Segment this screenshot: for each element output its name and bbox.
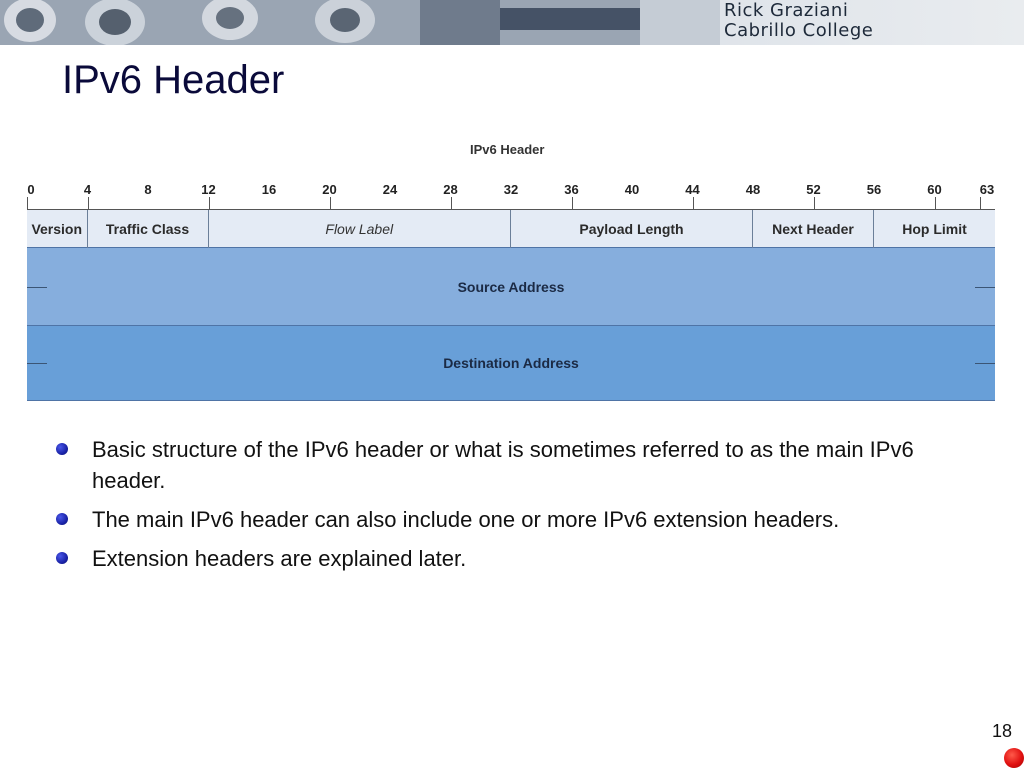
- bit-tick-mark: [814, 197, 815, 209]
- bit-tick-label: 40: [624, 182, 640, 197]
- bit-tick-mark: [330, 197, 331, 209]
- bit-tick-label: 20: [322, 182, 337, 197]
- left-dash: [27, 363, 47, 364]
- bit-tick-label: 8: [144, 182, 152, 197]
- bit-tick-label: 24: [382, 182, 398, 197]
- bullet-list: [52, 434, 952, 582]
- red-dot-icon: [1004, 748, 1024, 768]
- source-address-field: [27, 248, 995, 326]
- bit-tick-label: 28: [443, 182, 458, 197]
- header-field-traffic-class: Traffic Class: [88, 210, 209, 248]
- header-field-version: Version: [27, 210, 88, 248]
- bit-tick-mark: [88, 197, 89, 209]
- destination-address-label: Destination Address: [443, 355, 579, 371]
- source-address-label: Source Address: [457, 278, 565, 295]
- page-number: 18: [992, 721, 1013, 741]
- bit-tick-mark: [27, 197, 28, 209]
- slide-title: IPv6 Header: [62, 58, 285, 102]
- bit-tick-mark: [980, 197, 981, 209]
- bullet-dot-icon: [56, 513, 68, 525]
- header-field-hop-limit: Hop Limit: [902, 221, 967, 237]
- bit-tick-label: 63: [979, 182, 995, 197]
- header-fields-row: [27, 210, 995, 248]
- bullet-dot-icon: [56, 552, 68, 564]
- bit-tick-label: 56: [866, 182, 882, 197]
- diagram-caption: IPv6 Header: [470, 142, 545, 157]
- bit-tick-label: 0: [27, 182, 35, 197]
- destination-address-field: [27, 326, 995, 401]
- bullet-dot-icon: [56, 443, 68, 455]
- bit-tick-mark: [209, 197, 210, 209]
- bullet-text: The main IPv6 header can also include one or more IPv6 extension headers.: [92, 507, 840, 532]
- bullet-item: [52, 543, 952, 574]
- bit-tick-label: 16: [261, 182, 277, 197]
- bit-tick-label: 48: [745, 182, 761, 197]
- bit-tick-label: 36: [564, 182, 579, 197]
- bullet-text: Basic structure of the IPv6 header or what is sometimes referred to as the main IPv6 header.: [92, 437, 914, 493]
- bit-tick-mark: [693, 197, 694, 209]
- right-dash: [975, 363, 995, 364]
- header-field-flow-label: Flow Label: [209, 210, 512, 248]
- header-field-next-header: Next Header: [753, 210, 874, 248]
- bullet-text: Extension headers are explained later.: [92, 546, 467, 571]
- bit-tick-label: 12: [201, 182, 216, 197]
- bit-tick-mark: [935, 197, 936, 209]
- bullet-item: [52, 434, 952, 496]
- header-field-payload-length: Payload Length: [511, 210, 753, 248]
- bit-tick-label: 60: [927, 182, 942, 197]
- right-dash: [975, 287, 995, 288]
- bit-tick-label: 52: [806, 182, 821, 197]
- author-name: Rick Graziani: [724, 0, 849, 21]
- bit-tick-mark: [451, 197, 452, 209]
- bit-tick-label: 4: [83, 182, 92, 197]
- bit-tick-mark: [572, 197, 573, 209]
- left-dash: [27, 287, 47, 288]
- author-institution: Cabrillo College: [724, 20, 874, 41]
- bullet-item: [52, 504, 952, 535]
- bit-tick-label: 32: [503, 182, 519, 197]
- bit-tick-label: 44: [685, 182, 700, 197]
